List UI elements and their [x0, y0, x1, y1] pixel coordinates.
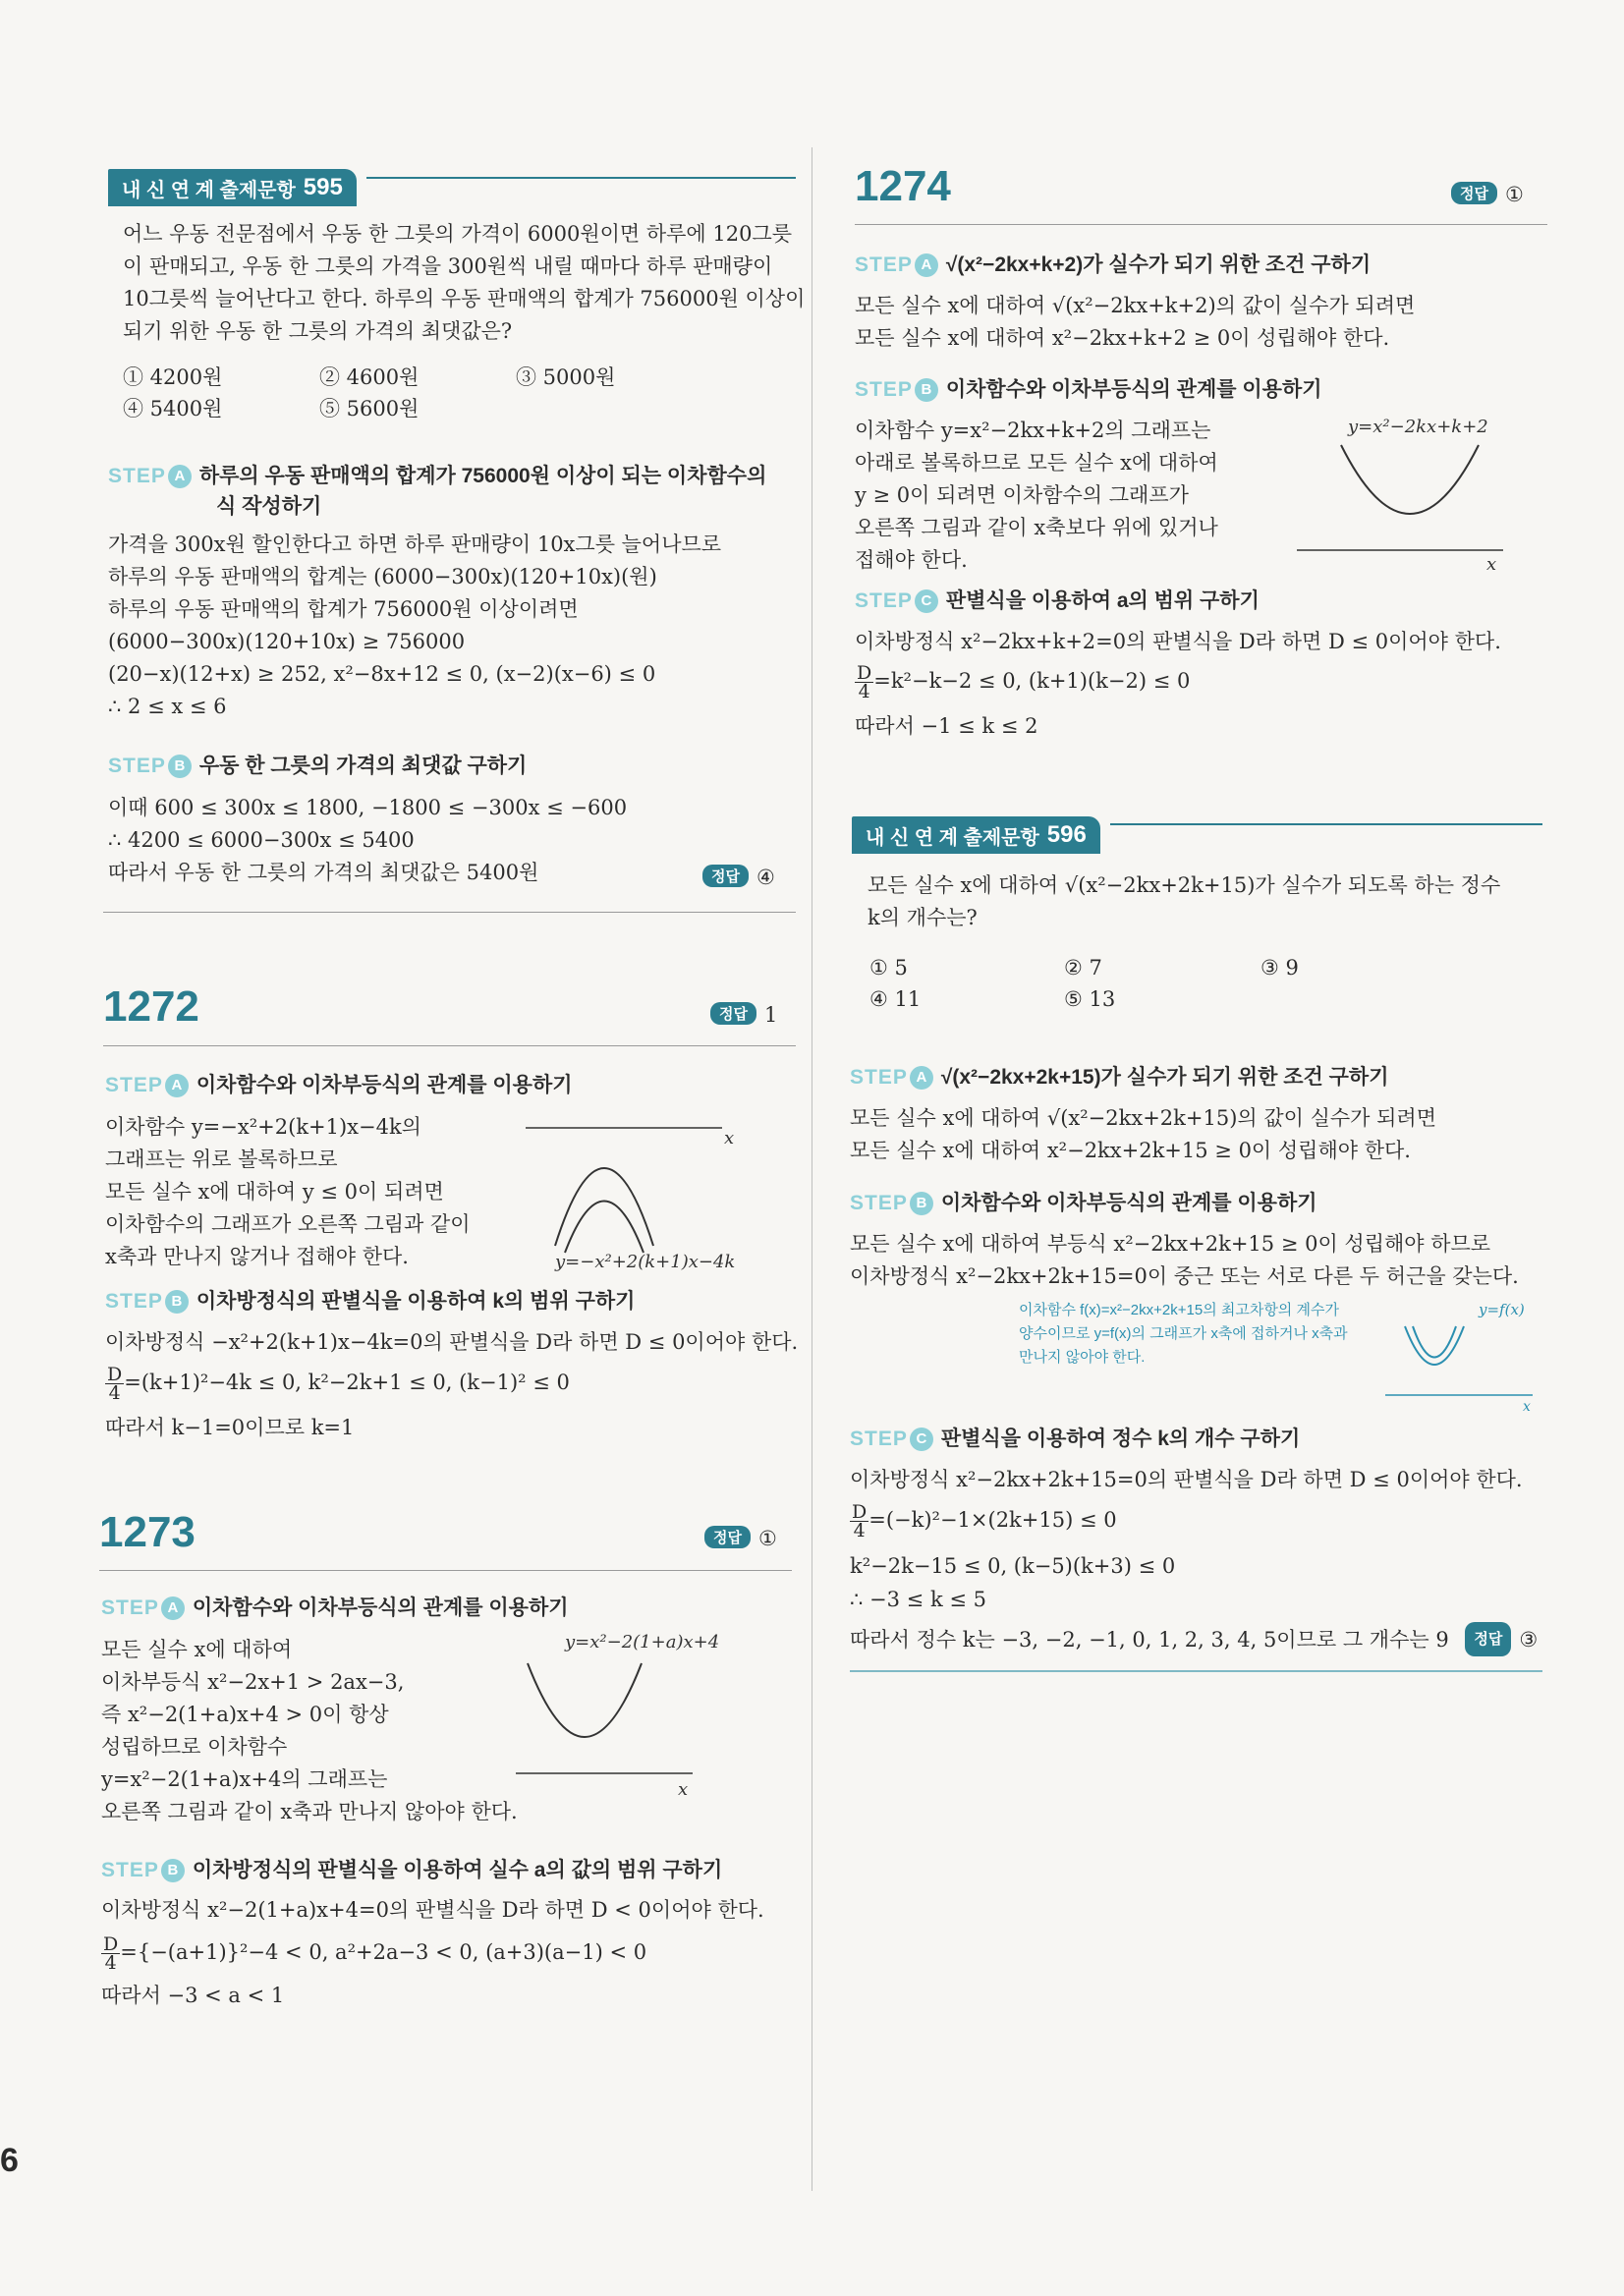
step-word: STEP: [850, 1066, 908, 1089]
solution-line: y ≥ 0이 되려면 이차함수의 그래프가: [855, 483, 1189, 507]
solution-line: 따라서 −3 < a < 1: [101, 1984, 285, 2007]
option-2: ② 4600원: [319, 365, 420, 389]
solution-line: 이차부등식 x²−2x+1 > 2ax−3,: [101, 1670, 405, 1694]
answer-value: ④: [756, 866, 775, 889]
problem-number-1272: 1272: [103, 982, 199, 1031]
solution-line: 이차함수 y=x²−2kx+k+2의 그래프는: [855, 419, 1211, 442]
problem-line: 이 판매되고, 우동 한 그릇의 가격을 300원씩 내릴 때마다 하루 판매량이: [123, 254, 773, 278]
solution-line: 가격을 300x원 할인한다고 하면 하루 판매량이 10x그릇 늘어나므로: [108, 532, 722, 556]
answer-1272: [710, 1002, 777, 1027]
solution-line: 따라서 우동 한 그릇의 가격의 최댓값은 5400원: [108, 861, 539, 884]
step-title: 이차함수와 이차부등식의 관계를 이용하기: [940, 1192, 1317, 1214]
graph-label: y=−x²+2(k+1)x−4k: [555, 1252, 736, 1272]
graph-label: y=x²−2kx+k+2: [1348, 417, 1488, 437]
step-title: √(x²−2kx+k+2)가 실수가 되기 위한 조건 구하기: [945, 253, 1372, 276]
tag-label: 내 신 연 계 출제문항: [866, 826, 1039, 849]
graph-label: y=x²−2(1+a)x+4: [565, 1632, 720, 1652]
solution-line: 모든 실수 x에 대하여 √(x²−2kx+k+2)의 값이 실수가 되려면: [855, 294, 1416, 317]
problem-line: 되기 위한 우동 한 그릇의 가격의 최댓값은?: [123, 319, 513, 343]
answer-badge: 정답: [1451, 182, 1497, 204]
exam-link-tag-595: [108, 169, 357, 206]
step-title: 이차함수와 이차부등식의 관계를 이용하기: [196, 1074, 573, 1096]
step-word: STEP: [105, 1074, 163, 1096]
answer-1273: [704, 1526, 777, 1550]
x-axis-label: x: [724, 1128, 735, 1148]
note-line: 만나지 않아야 한다.: [1019, 1349, 1146, 1366]
step-b-body-596: [850, 1228, 1519, 1293]
section-rule: [850, 1670, 1542, 1672]
step-title: √(x²−2kx+2k+15)가 실수가 되기 위한 조건 구하기: [940, 1066, 1389, 1089]
answer-badge: 정답: [702, 865, 749, 887]
solution-line: 이차방정식 x²−2kx+k+2=0의 판별식을 D라 하면 D ≤ 0이어야 한다.: [855, 630, 1501, 653]
fraction: [105, 1366, 124, 1402]
problem-rule: [855, 224, 1547, 225]
fraction-denominator: 4: [853, 1520, 866, 1541]
step-letter: A: [910, 1066, 933, 1090]
final-line-596: [850, 1622, 1538, 1656]
option-5: ⑤ 13: [1064, 987, 1116, 1011]
section-rule: [103, 912, 796, 913]
answer-badge: 정답: [704, 1526, 751, 1548]
problem-line: 10그릇씩 늘어난다고 한다. 하루의 우동 판매액의 합계가 756000원 이상이: [123, 287, 806, 310]
step-letter: B: [161, 1859, 185, 1882]
step-title: 판별식을 이용하여 a의 범위 구하기: [945, 589, 1260, 612]
step-b-body-1274: [855, 415, 1218, 577]
solution-line: 즉 x²−2(1+a)x+4 > 0이 항상: [101, 1703, 389, 1726]
fraction-denominator: 4: [108, 1382, 121, 1404]
solution-line: 따라서 −1 ≤ k ≤ 2: [855, 714, 1038, 738]
solution-line: 모든 실수 x에 대하여 y ≤ 0이 되려면: [105, 1180, 444, 1204]
step-b-heading-1274: [855, 373, 1322, 403]
discriminant-line-1273: [101, 1935, 646, 1972]
solution-line: 이차방정식 x²−2(1+a)x+4=0의 판별식을 D라 하면 D < 0이어야 한다.: [101, 1898, 764, 1922]
solution-line: ∴ 4200 ≤ 6000−300x ≤ 5400: [108, 828, 415, 852]
step-b-heading-1272: [105, 1285, 635, 1315]
x-axis-label: x: [1523, 1399, 1531, 1413]
tag-underline: [366, 177, 796, 179]
step-title: 이차방정식의 판별식을 이용하여 실수 a의 값의 범위 구하기: [192, 1859, 723, 1881]
solution-line: 그래프는 위로 볼록하므로: [105, 1148, 338, 1171]
solution-line: 이차방정식 −x²+2(k+1)x−4k=0의 판별식을 D라 하면 D ≤ 0이어야 한다.: [105, 1330, 799, 1354]
problem-596: [868, 869, 1500, 934]
exam-link-tag-596: [852, 816, 1100, 854]
page-number: 6: [0, 2142, 19, 2179]
answer-1274: [1451, 182, 1524, 206]
step-a-heading-595: [108, 460, 766, 489]
solution-line: 모든 실수 x에 대하여 √(x²−2kx+2k+15)의 값이 실수가 되려면: [850, 1106, 1436, 1130]
step-word: STEP: [108, 465, 166, 487]
tag-number: 595: [303, 174, 343, 200]
answer-value: ③: [1519, 1628, 1539, 1652]
step-letter: B: [168, 755, 192, 778]
step-c-heading-1274: [855, 585, 1260, 614]
step-word: STEP: [855, 253, 913, 276]
step-word: STEP: [101, 1859, 159, 1881]
problem-rule: [103, 1045, 796, 1046]
graph-1273: [516, 1626, 801, 1803]
fraction: [855, 664, 873, 700]
step-a-body-1272: [105, 1111, 471, 1273]
step-word: STEP: [850, 1428, 908, 1450]
step-c-heading-596: [850, 1423, 1300, 1452]
answer-595: [702, 865, 775, 889]
step-b-heading-1273: [101, 1854, 722, 1883]
fraction: [850, 1503, 868, 1540]
solution-line: 오른쪽 그림과 같이 x축보다 위에 있거나: [855, 516, 1218, 539]
fraction-numerator: D: [107, 1364, 123, 1385]
step-title: 이차방정식의 판별식을 이용하여 k의 범위 구하기: [196, 1290, 636, 1313]
step-title: 판별식을 이용하여 정수 k의 개수 구하기: [940, 1428, 1301, 1450]
graph-label: y=f(x): [1479, 1301, 1525, 1318]
step-title: 하루의 우동 판매액의 합계가 756000원 이상이 되는 이차함수의: [198, 465, 767, 487]
step-letter: C: [910, 1428, 933, 1451]
solution-line: 모든 실수 x에 대하여: [101, 1638, 293, 1661]
fraction: [101, 1935, 120, 1972]
option-5: ⑤ 5600원: [319, 397, 420, 420]
discriminant-line-1272: [105, 1366, 570, 1402]
fraction-numerator: D: [103, 1933, 119, 1955]
step-a-heading-1274: [855, 249, 1371, 278]
answer-value: ①: [757, 1527, 777, 1550]
step-a-heading-1273: [101, 1592, 569, 1621]
solution-line: (20−x)(12+x) ≥ 252, x²−8x+12 ≤ 0, (x−2)(x−6) ≤ 0: [108, 662, 656, 686]
problem-line: k의 개수는?: [868, 906, 978, 929]
step-word: STEP: [101, 1596, 159, 1619]
option-4: ④ 5400원: [123, 397, 223, 420]
problem-line: 모든 실수 x에 대하여 √(x²−2kx+2k+15)가 실수가 되도록 하는 정수: [868, 873, 1501, 897]
solution-line: 이차함수의 그래프가 오른쪽 그림과 같이: [105, 1212, 471, 1236]
step-letter: A: [161, 1596, 185, 1620]
step-word: STEP: [855, 589, 913, 612]
solution-line: 하루의 우동 판매액의 합계는 (6000−300x)(120+10x)(원): [108, 565, 657, 588]
step-word: STEP: [105, 1290, 163, 1313]
graph-1272: [516, 1110, 801, 1277]
fraction-denominator: 4: [104, 1952, 117, 1974]
solution-line: =(−k)²−1×(2k+15) ≤ 0: [868, 1508, 1117, 1532]
option-1: ① 4200원: [123, 365, 223, 389]
step-b-body-595: [108, 792, 627, 889]
answer-badge: 정답: [710, 1002, 756, 1025]
solution-line: 모든 실수 x에 대하여 x²−2kx+k+2 ≥ 0이 성립해야 한다.: [855, 326, 1390, 350]
solution-line: 따라서 정수 k는 −3, −2, −1, 0, 1, 2, 3, 4, 5이므로 그 개수는 9: [850, 1628, 1449, 1652]
step-letter: B: [910, 1192, 933, 1215]
option-1: ① 5: [869, 956, 908, 980]
option-4: ④ 11: [869, 987, 922, 1011]
step-letter: C: [915, 589, 938, 613]
step-b-heading-596: [850, 1187, 1317, 1216]
step-word: STEP: [108, 755, 166, 777]
problem-number-1273: 1273: [99, 1508, 196, 1556]
answer-badge: 정답: [1465, 1622, 1511, 1656]
step-b-heading-595: [108, 750, 527, 779]
problem-number-1274: 1274: [855, 162, 951, 210]
solution-line: 따라서 k−1=0이므로 k=1: [105, 1416, 355, 1439]
solution-line: 이차방정식 x²−2kx+2k+15=0이 중근 또는 서로 다른 두 허근을 갖는다.: [850, 1264, 1519, 1288]
solution-line: 접해야 한다.: [855, 548, 968, 572]
step-word: STEP: [850, 1192, 908, 1214]
x-axis-label: x: [1486, 554, 1497, 575]
solution-line: k²−2k−15 ≤ 0, (k−5)(k+3) ≤ 0: [850, 1554, 1176, 1578]
solution-line: 성립하므로 이차함수: [101, 1735, 288, 1759]
step-letter: B: [165, 1290, 189, 1314]
step-a-body-596: [850, 1102, 1436, 1167]
solution-line: 모든 실수 x에 대하여 x²−2kx+2k+15 ≥ 0이 성립해야 한다.: [850, 1139, 1411, 1162]
solution-line: (6000−300x)(120+10x) ≥ 756000: [108, 630, 466, 653]
step-letter: A: [168, 465, 192, 488]
option-3: ③ 5000원: [516, 365, 616, 389]
solution-line: =(k+1)²−4k ≤ 0, k²−2k+1 ≤ 0, (k−1)² ≤ 0: [124, 1371, 570, 1394]
solution-line: 아래로 볼록하므로 모든 실수 x에 대하여: [855, 451, 1218, 475]
solution-line: 이때 600 ≤ 300x ≤ 1800, −1800 ≤ −300x ≤ −600: [108, 796, 628, 819]
solution-line: 모든 실수 x에 대하여 부등식 x²−2kx+2k+15 ≥ 0이 성립해야 하므로: [850, 1232, 1491, 1256]
note-line: 양수이므로 y=f(x)의 그래프가 x축에 접하거나 x축과: [1019, 1325, 1348, 1342]
solution-line: ={−(a+1)}²−4 < 0, a²+2a−3 < 0, (a+3)(a−1) < 0: [120, 1940, 647, 1964]
problem-line: 어느 우동 전문점에서 우동 한 그릇의 가격이 6000원이면 하루에 120그릇: [123, 222, 793, 246]
problem-rule: [99, 1570, 792, 1571]
step-a-body-1274: [855, 290, 1415, 355]
tag-label: 내 신 연 계 출제문항: [122, 179, 296, 201]
solution-line: 이차방정식 x²−2kx+2k+15=0의 판별식을 D라 하면 D ≤ 0이어야 한다.: [850, 1468, 1523, 1491]
step-a-body-1273: [101, 1634, 518, 1828]
fraction-numerator: D: [857, 662, 872, 684]
discriminant-line-1274: [855, 664, 1190, 700]
solution-line: 하루의 우동 판매액의 합계가 756000원 이상이려면: [108, 597, 579, 621]
option-2: ② 7: [1064, 956, 1102, 980]
solution-line: =k²−k−2 ≤ 0, (k+1)(k−2) ≤ 0: [873, 669, 1191, 693]
note-line: 이차함수 f(x)=x²−2kx+2k+15의 최고차항의 계수가: [1019, 1302, 1339, 1318]
step-title: 이차함수와 이차부등식의 관계를 이용하기: [945, 378, 1322, 401]
graph-1274: [1297, 411, 1542, 578]
graph-596: [1385, 1295, 1542, 1413]
tag-number: 596: [1046, 821, 1087, 848]
step-letter: A: [915, 253, 938, 277]
fraction-denominator: 4: [858, 681, 870, 702]
fraction-numerator: D: [852, 1501, 868, 1523]
discriminant-line-596: [850, 1503, 1117, 1540]
solution-line: ∴ −3 ≤ k ≤ 5: [850, 1588, 986, 1611]
step-a-heading-596: [850, 1061, 1388, 1091]
tag-underline: [1110, 823, 1542, 825]
annotation-note: [1019, 1299, 1348, 1370]
step-letter: B: [915, 378, 938, 402]
solution-line: 이차함수 y=−x²+2(k+1)x−4k의: [105, 1115, 421, 1139]
step-a-heading-1272: [105, 1069, 573, 1098]
x-axis-label: x: [678, 1779, 689, 1800]
problem-595: [123, 218, 805, 348]
solution-line: x축과 만나지 않거나 접해야 한다.: [105, 1245, 409, 1268]
solution-line: ∴ 2 ≤ x ≤ 6: [108, 695, 227, 718]
solution-line: 오른쪽 그림과 같이 x축과 만나지 않아야 한다.: [101, 1800, 518, 1823]
step-word: STEP: [855, 378, 913, 401]
step-title-cont: 식 작성하기: [216, 495, 322, 518]
option-3: ③ 9: [1260, 956, 1299, 980]
step-title: 우동 한 그릇의 가격의 최댓값 구하기: [198, 755, 528, 777]
solution-line: y=x²−2(1+a)x+4의 그래프는: [101, 1767, 388, 1791]
step-letter: A: [165, 1074, 189, 1097]
step-a-body-595: [108, 529, 721, 723]
step-title: 이차함수와 이차부등식의 관계를 이용하기: [192, 1596, 569, 1619]
answer-value: 1: [763, 1003, 778, 1027]
answer-value: ①: [1504, 183, 1524, 206]
